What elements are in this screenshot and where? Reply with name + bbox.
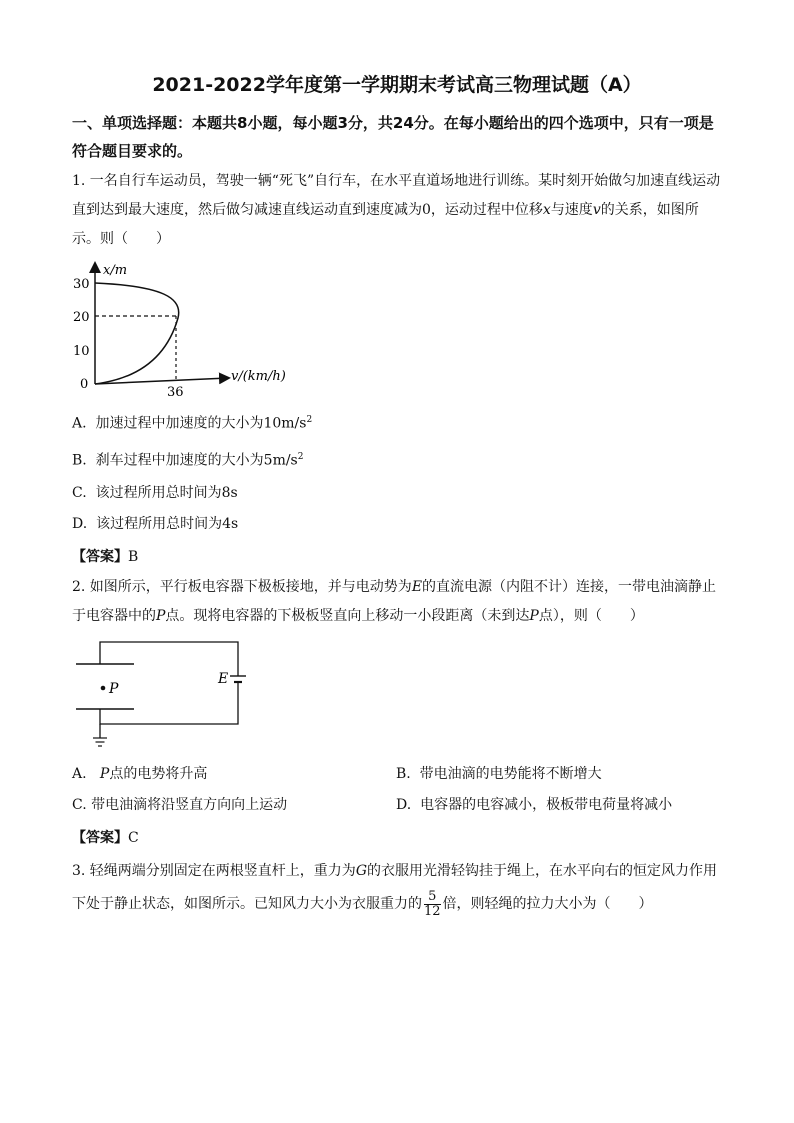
q2-var-p2: P (529, 608, 539, 624)
q1-var-x: x (542, 202, 551, 218)
q2-bottom-wire (100, 682, 238, 724)
option-letter: D. (72, 516, 88, 532)
answer-label: 【答案】 (72, 830, 128, 846)
option-superscript: 2 (297, 452, 304, 462)
q2-point-p-label: P (109, 681, 119, 697)
q1-stem-part3: 的关系，如图所示。则（ ） (72, 202, 699, 247)
exam-title: 2021-2022学年度第一学期期末考试高三物理试题（A） (152, 74, 642, 96)
option-text: 该过程所用总时间为4s (96, 516, 239, 532)
q3-stem-part1: 3. 轻绳两端分别固定在两根竖直杆上，重力为 (72, 863, 356, 879)
q1-y-axis-label: x/m (103, 263, 128, 278)
q1-y-tick-20: 20 (73, 310, 90, 325)
answer-value: C (128, 830, 139, 846)
option-var: P (99, 766, 110, 782)
option-text: 加速过程中加速度的大小为10m/s (95, 415, 307, 432)
q1-x-tick-36: 36 (167, 385, 184, 400)
option-text: 带电油滴的电势能将不断增大 (419, 766, 602, 782)
question-1-stem (72, 167, 724, 254)
option-text: 带电油滴将沿竖直方向向上运动 (91, 797, 288, 813)
answer-value: B (128, 549, 139, 565)
option-text: 该过程所用总时间为8s (95, 485, 238, 501)
q1-answer (72, 546, 138, 566)
q1-option-a (72, 410, 312, 434)
q2-option-a (72, 764, 207, 784)
q2-option-b (396, 764, 602, 784)
q1-curve (95, 283, 179, 384)
fraction-denominator: 12 (424, 903, 441, 919)
q1-var-v: v (592, 202, 601, 218)
q2-point-p-dot (101, 686, 106, 691)
q2-stem-part3: 点。现将电容器的下极板竖直向上移动一小段距离（未到达 (165, 608, 530, 624)
q2-capacitor-circuit (70, 636, 260, 754)
option-letter: B. (72, 452, 87, 469)
section-heading: 一、单项选择题：本题共8小题，每小题3分，共24分。在每小题给出的四个选项中，只有一项是符合题目要求的。 (72, 114, 714, 160)
q1-x-axis (95, 378, 228, 384)
question-3-stem (72, 855, 724, 921)
fraction-numerator: 5 (424, 890, 441, 905)
q2-var-e: E (411, 579, 423, 595)
option-superscript: 2 (306, 415, 313, 425)
q2-answer (72, 827, 139, 847)
q3-fraction (424, 890, 441, 919)
q1-option-b (72, 447, 303, 471)
q1-y-tick-30: 30 (73, 277, 90, 292)
option-text: 刹车过程中加速度的大小为5m/s (95, 452, 298, 469)
q1-y-tick-0: 0 (80, 377, 89, 392)
q2-option-c (72, 795, 287, 815)
q3-stem-part3: 倍，则轻绳的拉力大小为（ ） (442, 896, 653, 912)
option-letter: C. (72, 797, 87, 813)
q1-displacement-velocity-graph (68, 258, 298, 400)
q2-stem-part1: 2. 如图所示，平行板电容器下极板接地，并与电动势为 (72, 579, 412, 595)
q2-stem-part2: 的直流电源（内阻不计）连接，一带电油滴静止于电容器中的 (72, 579, 717, 624)
option-letter: A. (72, 766, 87, 782)
option-letter: D. (396, 797, 412, 813)
q1-stem-part1: 1. 一名自行车运动员，驾驶一辆“死飞”自行车，在水平直道场地进行训练。某时刻开始做匀加速直线运动直到达到最大速度，然后做匀减速直线运动直到速度减为0，运动过程中位移 (72, 173, 721, 218)
q2-source-label: E (218, 671, 229, 687)
answer-label: 【答案】 (72, 549, 128, 565)
option-letter: B. (396, 766, 411, 782)
q3-var-g: G (355, 863, 367, 879)
q2-var-p: P (156, 608, 166, 624)
q1-y-tick-10: 10 (73, 344, 90, 359)
option-letter: C. (72, 485, 87, 501)
q1-stem-part2: 与速度 (550, 202, 593, 218)
q2-stem-part4: 点），则（ ） (538, 608, 644, 624)
question-2-stem (72, 573, 724, 631)
q1-option-c (72, 483, 238, 503)
q3-stem-part2: 的衣服用光滑轻钩挂于绳上，在水平向右的恒定风力作用下处于静止状态，如图所示。已知风力大小为衣服重力的 (72, 863, 717, 912)
q1-x-axis-label: v/(km/h) (231, 369, 286, 384)
option-letter: A. (72, 415, 87, 432)
option-text: 电容器的电容减小，极板带电荷量将减小 (420, 797, 673, 813)
q1-option-d (72, 514, 238, 534)
q2-option-d (396, 795, 672, 815)
option-text: 点的电势将升高 (109, 766, 208, 782)
